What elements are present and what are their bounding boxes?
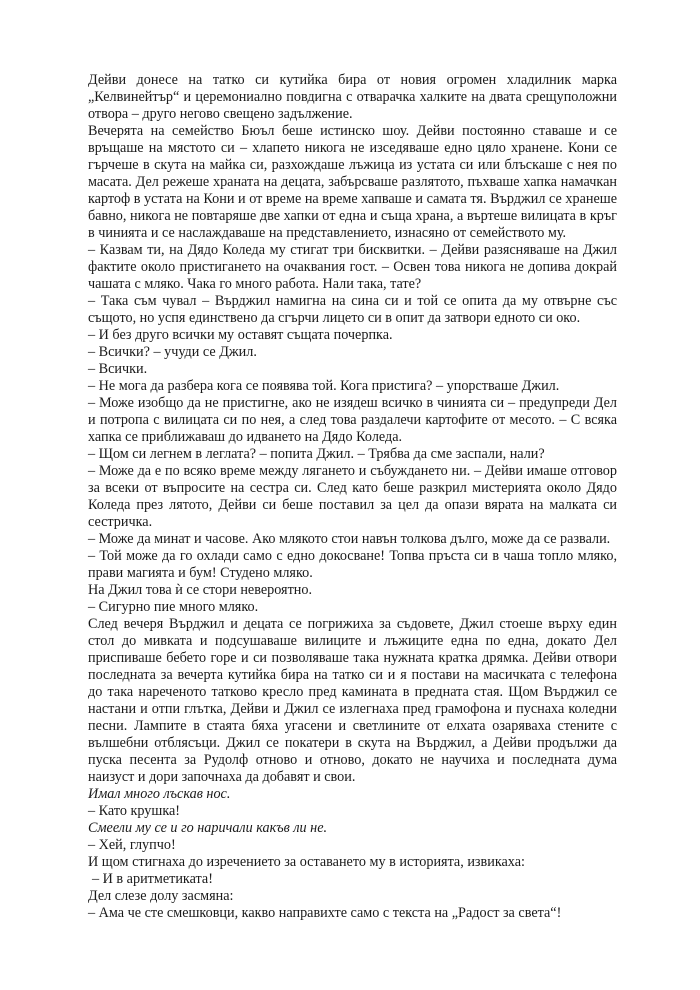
paragraph-dialogue: – Всички? – учуди се Джил. — [88, 344, 257, 360]
document-page — [88, 72, 617, 922]
paragraph-dialogue: – Може да минат и часове. Ако млякото стои навън толкова дълго, може да се развали. — [88, 531, 611, 547]
paragraph-dialogue: – Той може да го охлади само с едно докосване! Топва пръста си в чаша топло мляко, прави магията и бум! Студено мляко. — [88, 548, 617, 581]
song-lyric-line: Имал много лъскав нос. — [88, 786, 231, 802]
paragraph-dialogue: – Така съм чувал – Върджил намигна на сина си и той се опита да му отвърне със същото, но успя единствено да сгърчи лицето си в опит да затвори едното си око. — [88, 293, 617, 326]
song-lyric-line: Смеели му се и го наричали какъв ли не. — [88, 820, 328, 836]
paragraph-dialogue: – Всички. — [88, 361, 148, 377]
paragraph-intro: Дейви донесе на татко си кутийка бира от новия огромен хладилник марка „Келвинейтър“ и церемониално повдигна с отварачка халките на двата срещуположни отвора – друго негово свещено задължение. — [88, 72, 617, 122]
paragraph-dialogue: – Казвам ти, на Дядо Коледа му стигат три бисквитки. – Дейви разясняваше на Джил фактите около пристигането на очаквания гост. – Освен това никога не допива докрай чашата с мляко. Чака го много работа. Нали така, тате? — [88, 242, 617, 292]
paragraph-dialogue: – Ама че сте смешковци, какво направихте само с текста на „Радост за света“! — [88, 905, 562, 921]
paragraph-dialogue: – Може да е по всяко време между лягането и събуждането ни. – Дейви имаше отговор за всеки от въпросите на сестра си. След като беше разкрил мистерията около Дядо Коледа през лятото, Дейви си беше поставил за цел да опази вярата на малката си сестричка. — [88, 463, 617, 530]
paragraph-dialogue: – Щом си легнем в леглата? – попита Джил. – Трябва да сме заспали, нали? — [88, 446, 545, 462]
paragraph-dialogue: – Не мога да разбера кога се появява той. Кога пристига? – упорстваше Джил. — [88, 378, 560, 394]
paragraph-narration: На Джил това ѝ се стори невероятно. — [88, 582, 313, 598]
paragraph-after-dinner: След вечеря Върджил и децата се погрижиха за съдовете, Джил стоеше върху един стол до мивката и подсушаваше вилиците и лъжиците една по една, докато Дел приспиваше бебето горе и си позволяваше така нужната кратка дрямка. Дейви отвори последната за вечерта кутийка бира на татко си и я постави на масичката с телефона до така нареченото татково кресло пред камината в предната стая. Щом Върджил се настани и отпи глътка, Дейви и Джил се излегнаха пред грамофона и пуснаха коледни песни. Лампите в стаята бяха угасени и светлините от елхата озаряваха стените с вълшебни отблясъци. Джил се покатери в скута на Върджил, а Дейви продължи да пуска песента за Рудолф отново и отново, докато не научиха и последната дума наизуст и дори започнаха да добавят и свои. — [88, 616, 617, 785]
paragraph-dialogue: – И в аритметиката! — [92, 871, 213, 887]
paragraph-dialogue: – Като крушка! — [88, 803, 181, 819]
paragraph-dialogue: – Хей, глупчо! — [88, 837, 176, 853]
paragraph-narration: Дел слезе долу засмяна: — [88, 888, 234, 904]
paragraph-dialogue: – Може изобщо да не пристигне, ако не изядеш всичко в чинията си – предупреди Дел и потропа с вилицата си по нея, а след това раздалечи картофите от месото. – С всяка хапка се приближаваш до идването на Дядо Коледа. — [88, 395, 617, 445]
paragraph-dinner: Вечерята на семейство Бюъл беше истинско шоу. Дейви постоянно ставаше и се връщаше на мястото си – хлапето никога не изседяваше едно цяло хранене. Кони се гърчеше в скута на майка си, разхождаше лъжица из устата си или блъскаше с нея по масата. Дел режеше храната на децата, забърсваше разлятото, пъхваше хапка намачкан картоф в устата на Кони и от време на време хапваше и самата тя. Върджил се хранеше бавно, никога не повтаряше две хапки от една и съща храна, а въртеше вилицата в кръг в чинията и се наслаждаваше на представлението, изнасяно от семейството му. — [88, 123, 617, 241]
paragraph-dialogue: – И без друго всички му оставят същата почерпка. — [88, 327, 393, 343]
paragraph-dialogue: – Сигурно пие много мляко. — [88, 599, 259, 615]
paragraph-narration: И щом стигнаха до изречението за оставането му в историята, извикаха: — [88, 854, 525, 870]
